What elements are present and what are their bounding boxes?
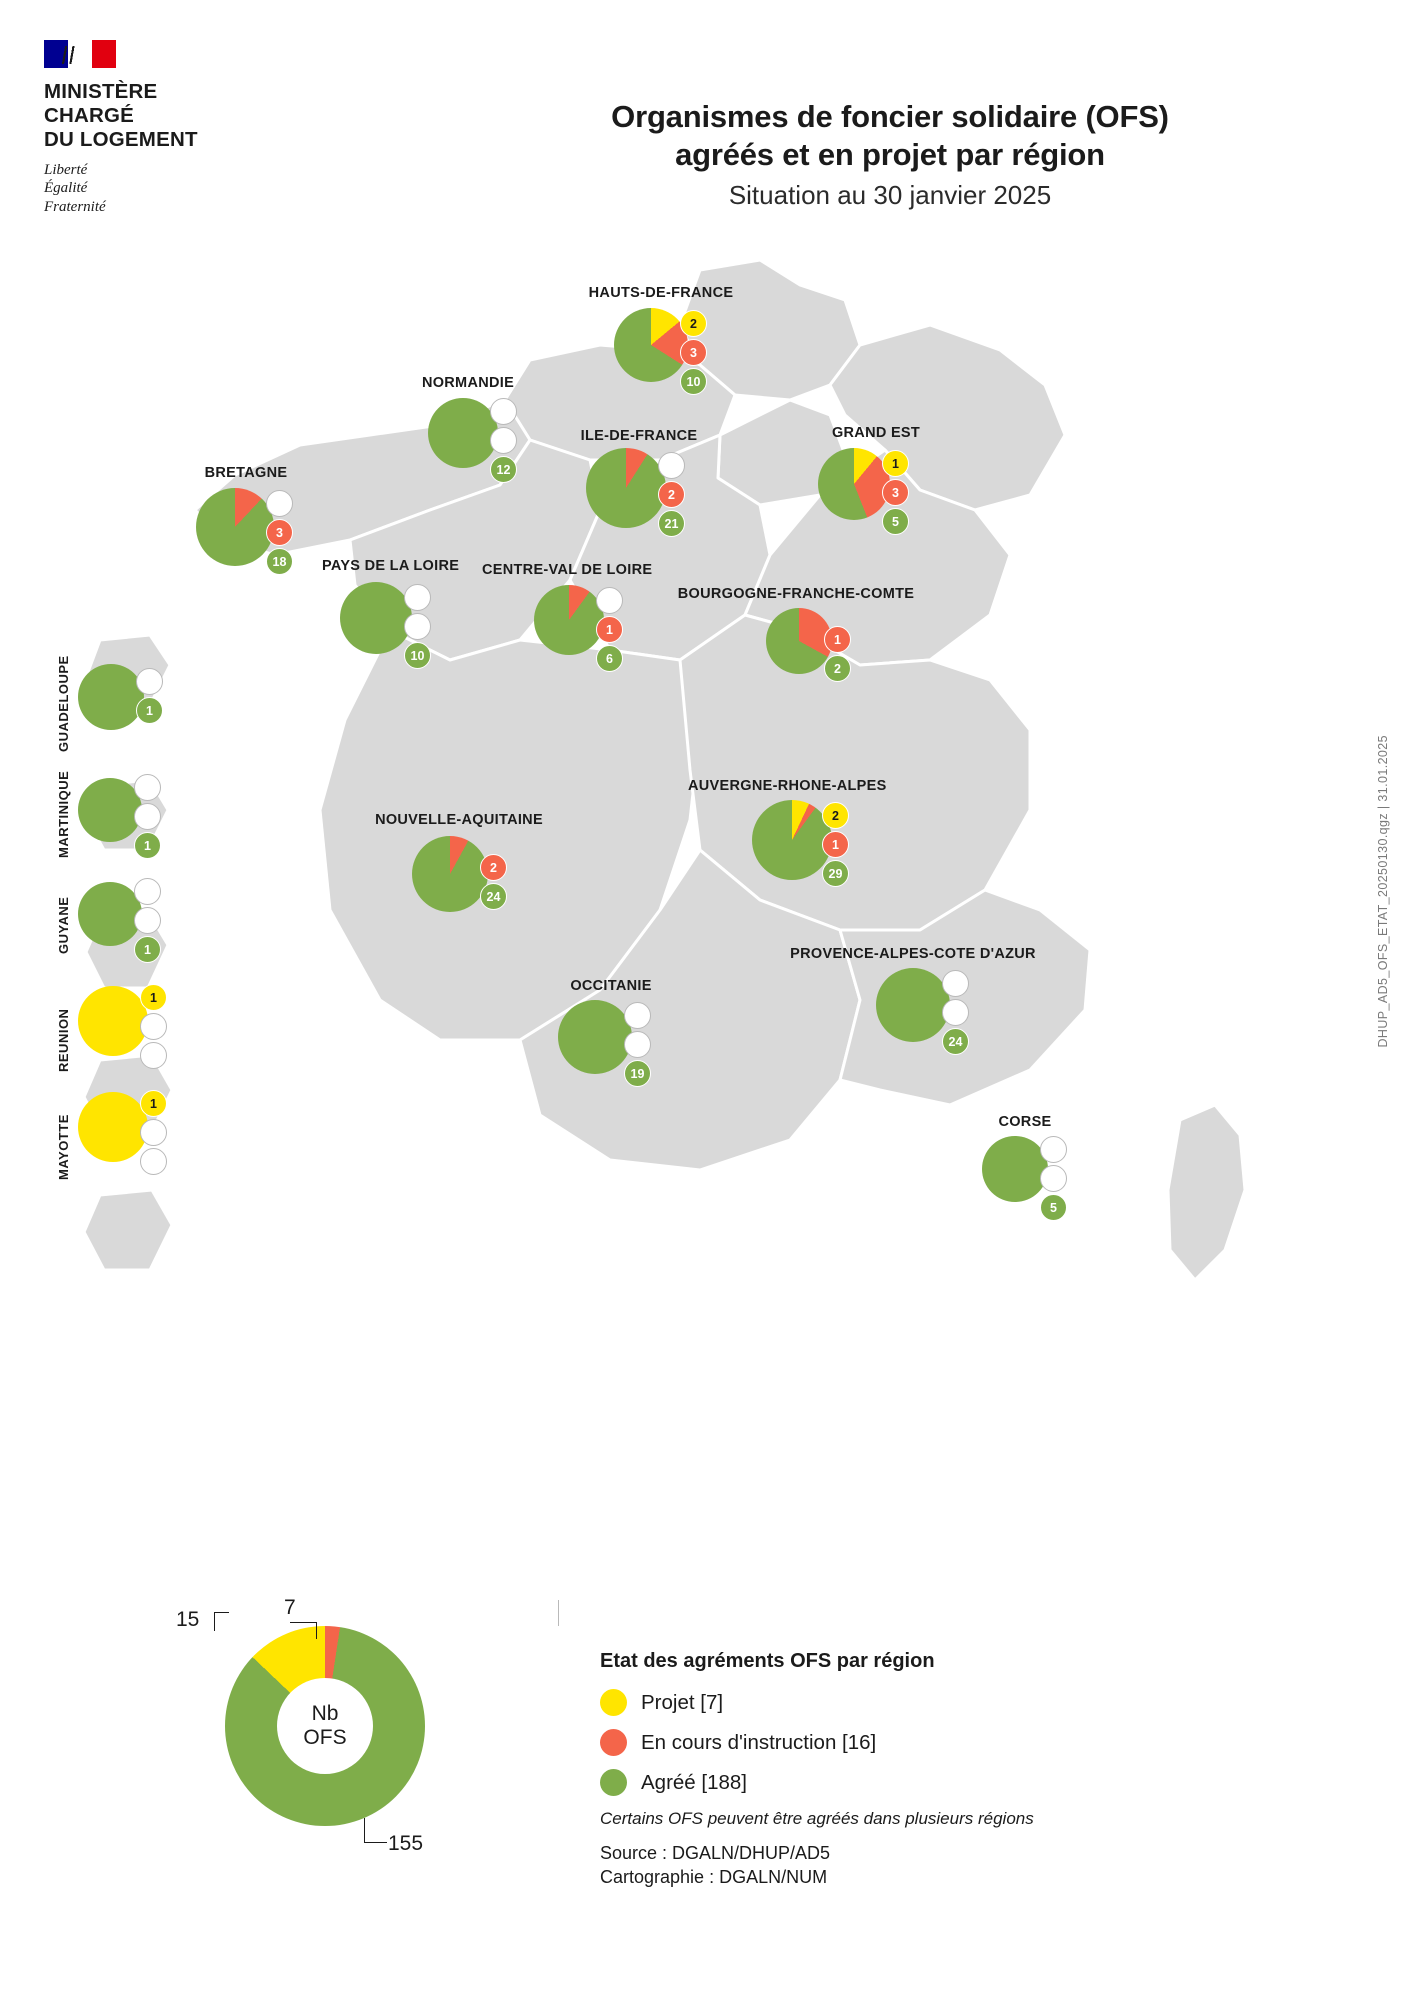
motto-line-1: Liberté (44, 161, 88, 178)
chip-agree: 1 (136, 697, 163, 724)
legend-divider (558, 1600, 559, 1626)
donut-leader-agree (364, 1818, 387, 1843)
chip-en-cours: 3 (266, 519, 293, 546)
region-pie-bourgogne-franche-comte (766, 608, 832, 674)
chip-empty (136, 668, 163, 695)
chip-en-cours (140, 1013, 167, 1040)
legend-dot-agree (600, 1769, 627, 1796)
chip-en-cours (1040, 1165, 1067, 1192)
chip-en-cours: 1 (596, 616, 623, 643)
chip-agree: 1 (134, 936, 161, 963)
chip-en-cours: 3 (680, 339, 707, 366)
chip-agree (140, 1042, 167, 1069)
region-pie-ile-de-france (586, 448, 666, 528)
region-label-guadeloupe: GUADELOUPE (56, 655, 71, 752)
region-label-grand-est: GRAND EST (831, 425, 921, 441)
legend-label-en-cours: En cours d'instruction [16] (641, 1730, 877, 1754)
chip-en-cours (404, 613, 431, 640)
legend-label-agree: Agréé [188] (641, 1770, 747, 1794)
legend-item-projet[interactable] (600, 1689, 1160, 1716)
chip-projet (134, 774, 161, 801)
region-label-mayotte: MAYOTTE (56, 1114, 71, 1180)
region-shape-corse (1168, 1105, 1245, 1280)
region-pie-guadeloupe (78, 664, 144, 730)
donut-label-en-cours: 7 (284, 1596, 296, 1619)
chip-en-cours: 3 (882, 479, 909, 506)
chip-projet (1040, 1136, 1067, 1163)
donut-label-projet: 15 (176, 1608, 200, 1631)
region-pie-mayotte (78, 1092, 148, 1162)
region-label-corse: CORSE (998, 1114, 1052, 1130)
legend-dot-projet (600, 1689, 627, 1716)
file-credit: DHUP_AD5_OFS_ETAT_20250130.qgz | 31.01.2025 (1376, 735, 1390, 1048)
donut-leader-en-cours (290, 1622, 317, 1639)
legend-item-agree[interactable] (600, 1769, 1160, 1796)
region-label-bretagne: BRETAGNE (204, 465, 288, 481)
chip-agree: 19 (624, 1060, 651, 1087)
legend-item-en-cours[interactable] (600, 1729, 1160, 1756)
ministry-name (44, 80, 284, 153)
ministry-logo (44, 36, 284, 217)
legend-title: Etat des agréments OFS par région (600, 1650, 935, 1672)
chip-en-cours (134, 803, 161, 830)
chip-agree: 5 (882, 508, 909, 535)
total-donut-chart (225, 1626, 435, 1836)
chip-en-cours (140, 1119, 167, 1146)
chip-projet (624, 1002, 651, 1029)
chip-agree: 29 (822, 860, 849, 887)
french-flag-icon (44, 36, 130, 72)
legend (600, 1650, 1160, 1888)
region-label-pays-de-la-loire: PAYS DE LA LOIRE (322, 558, 460, 574)
chip-en-cours: 2 (658, 481, 685, 508)
region-label-paca: PROVENCE-ALPES-COTE D'AZUR (790, 946, 1036, 962)
chip-projet: 1 (140, 984, 167, 1011)
page-title-line-2: agréés et en projet par région (675, 136, 1105, 172)
region-pie-normandie (428, 398, 498, 468)
ministry-line-2: CHARGÉ (44, 104, 135, 128)
region-pie-corse (982, 1136, 1048, 1202)
region-pie-guyane (78, 882, 142, 946)
chip-agree (140, 1148, 167, 1175)
chip-agree: 1 (134, 832, 161, 859)
chip-projet (404, 584, 431, 611)
region-pie-grand-est (818, 448, 890, 520)
chip-projet (490, 398, 517, 425)
region-label-auvergne-rhone-alpes: AUVERGNE-RHONE-ALPES (688, 778, 887, 794)
chip-agree: 10 (404, 642, 431, 669)
chip-agree: 10 (680, 368, 707, 395)
region-label-ile-de-france: ILE-DE-FRANCE (580, 428, 698, 444)
france-map (0, 210, 1406, 1610)
chip-projet (942, 970, 969, 997)
region-label-reunion: REUNION (56, 1008, 71, 1072)
region-label-centre-val-de-loire: CENTRE-VAL DE LOIRE (482, 562, 653, 578)
region-pie-occitanie (558, 1000, 632, 1074)
region-pie-paca (876, 968, 950, 1042)
page-subtitle: Situation au 30 janvier 2025 (728, 179, 1052, 210)
region-pie-martinique (78, 778, 142, 842)
chip-en-cours (134, 907, 161, 934)
region-label-guyane: GUYANE (56, 896, 71, 954)
chip-agree: 24 (480, 883, 507, 910)
donut-center-label (277, 1678, 373, 1774)
chip-projet: 1 (882, 450, 909, 477)
chip-en-cours (490, 427, 517, 454)
region-label-bourgogne-franche-comte: BOURGOGNE-FRANCHE-COMTE (677, 586, 915, 602)
donut-center-line-2: OFS (303, 1726, 347, 1749)
chip-agree: 2 (824, 655, 851, 682)
legend-label-projet: Projet [7] (641, 1690, 724, 1714)
motto-line-3: Fraternité (44, 199, 106, 216)
chip-projet (658, 452, 685, 479)
chip-projet: 1 (140, 1090, 167, 1117)
chip-en-cours: 1 (824, 626, 851, 653)
region-pie-hauts-de-france (614, 308, 688, 382)
chip-agree: 24 (942, 1028, 969, 1055)
region-label-nouvelle-aquitaine: NOUVELLE-AQUITAINE (375, 812, 543, 828)
region-pie-bretagne (196, 488, 274, 566)
ministry-line-3: DU LOGEMENT (44, 128, 198, 152)
chip-en-cours (624, 1031, 651, 1058)
chip-agree: 5 (1040, 1194, 1067, 1221)
motto-line-2: Égalité (44, 180, 88, 197)
chip-projet (596, 587, 623, 614)
region-label-martinique: MARTINIQUE (56, 770, 71, 858)
chip-projet (266, 490, 293, 517)
region-pie-auvergne-rhone-alpes (752, 800, 832, 880)
region-label-normandie: NORMANDIE (421, 375, 515, 391)
chip-agree: 21 (658, 510, 685, 537)
legend-cartography: Cartographie : DGALN/NUM (600, 1867, 828, 1887)
legend-note: Certains OFS peuvent être agréés dans plusieurs régions (600, 1809, 1034, 1828)
chip-en-cours: 1 (822, 831, 849, 858)
chip-en-cours (942, 999, 969, 1026)
region-pie-nouvelle-aquitaine (412, 836, 488, 912)
region-label-hauts-de-france: HAUTS-DE-FRANCE (588, 285, 734, 301)
donut-center-line-1: Nb (311, 1701, 339, 1725)
legend-source: Source : DGALN/DHUP/AD5 (600, 1843, 831, 1863)
ministry-line-1: MINISTÈRE (44, 80, 158, 103)
page-title (430, 98, 1350, 174)
chip-agree: 18 (266, 548, 293, 575)
chip-agree: 6 (596, 645, 623, 672)
chip-en-cours: 2 (480, 854, 507, 881)
title-block (430, 98, 1350, 211)
donut-label-agree: 155 (388, 1832, 424, 1855)
region-label-occitanie: OCCITANIE (570, 978, 652, 994)
chip-projet: 2 (680, 310, 707, 337)
chip-agree: 12 (490, 456, 517, 483)
legend-dot-en-cours (600, 1729, 627, 1756)
page-title-line-1: Organismes de foncier solidaire (OFS) (611, 99, 1169, 134)
region-pie-reunion (78, 986, 148, 1056)
region-pie-centre-val-de-loire (534, 585, 604, 655)
chip-projet (134, 878, 161, 905)
republic-motto (44, 161, 284, 217)
chip-projet: 2 (822, 802, 849, 829)
region-pie-pays-de-la-loire (340, 582, 412, 654)
donut-leader-projet (214, 1612, 229, 1631)
region-shape-mayotte (84, 1190, 172, 1270)
